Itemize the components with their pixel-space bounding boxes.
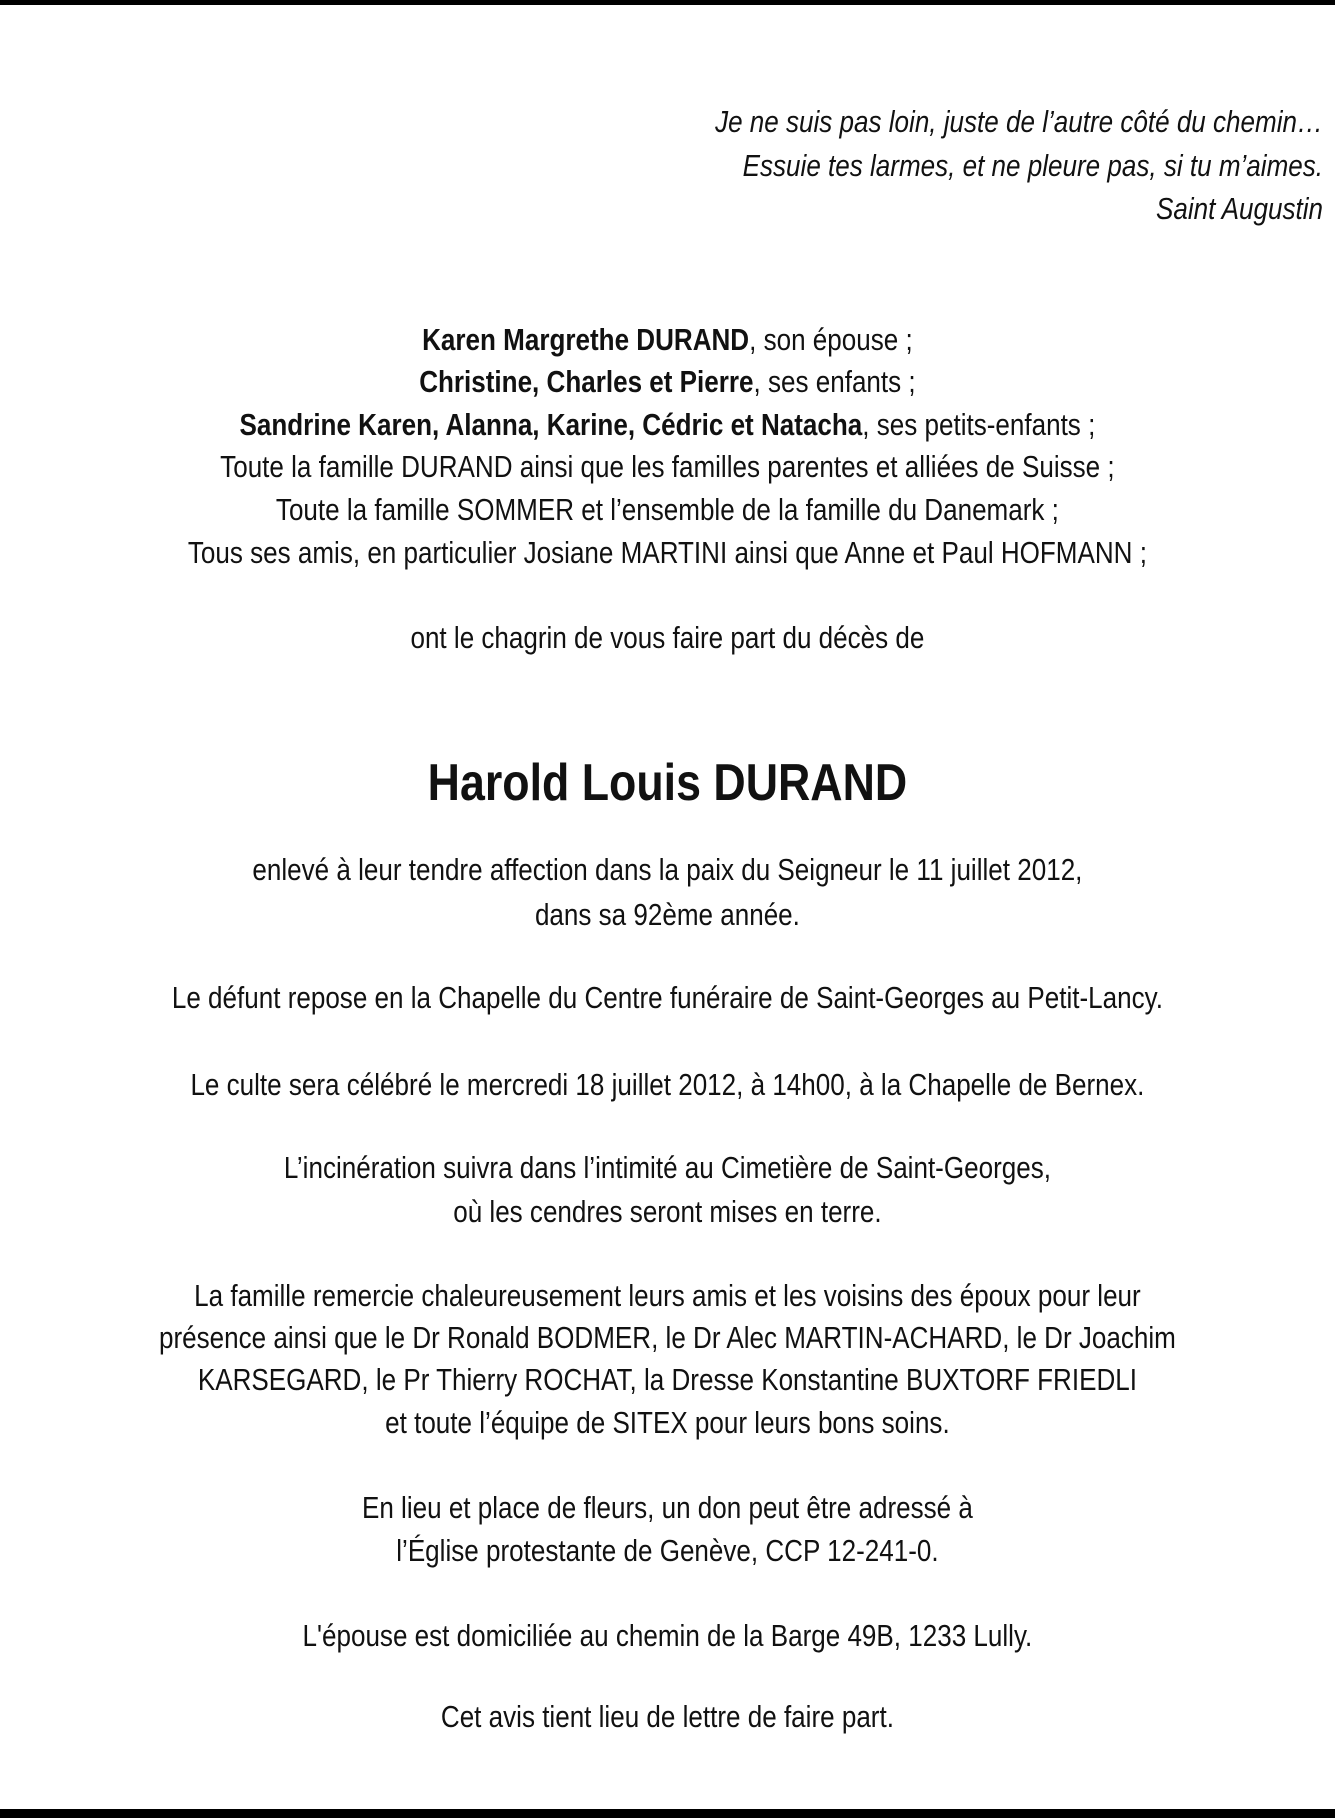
family-name: Christine, Charles et Pierre — [419, 364, 754, 399]
quote-line: Essuie tes larmes, et ne pleure pas, si tu m’aimes. — [742, 148, 1323, 183]
family-line: Toute la famille SOMMER et l’ensemble de la famille du Danemark ; — [275, 492, 1059, 527]
address: L'épouse est domiciliée au chemin de la Barge 49B, 1233 Lully. — [302, 1618, 1033, 1653]
quote-line: Je ne suis pas loin, juste de l’autre côté du chemin… — [715, 104, 1323, 139]
deceased-name: Harold Louis DURAND — [427, 754, 908, 812]
death-line: dans sa 92ème année. — [534, 897, 800, 932]
thanks-line: et toute l’équipe de SITEX pour leurs bons soins. — [385, 1405, 950, 1440]
cremation-line: où les cendres seront mises en terre. — [453, 1194, 882, 1229]
family-line: Tous ses amis, en particulier Josiane MARTINI ainsi que Anne et Paul HOFMANN ; — [187, 535, 1147, 570]
service-info: Le culte sera célébré le mercredi 18 juillet 2012, à 14h00, à la Chapelle de Bernex. — [190, 1067, 1145, 1102]
quote-author: Saint Augustin — [1156, 191, 1323, 226]
cremation-line: L’incinération suivra dans l’intimité au Cimetière de Saint-Georges, — [283, 1150, 1051, 1185]
family-relation: , ses petits-enfants ; — [862, 407, 1096, 442]
family-line — [107, 320, 1228, 360]
death-line: enlevé à leur tendre affection dans la paix du Seigneur le 11 juillet 2012, — [252, 852, 1083, 887]
donation-line: En lieu et place de fleurs, un don peut être adressé à — [361, 1490, 973, 1525]
family-relation: , son épouse ; — [749, 322, 913, 357]
thanks-line: KARSEGARD, le Pr Thierry ROCHAT, la Dresse Konstantine BUXTORF FRIEDLI — [197, 1362, 1137, 1397]
thanks-line: présence ainsi que le Dr Ronald BODMER, le Dr Alec MARTIN-ACHARD, le Dr Joachim — [158, 1320, 1176, 1355]
announcement: ont le chagrin de vous faire part du décès de — [410, 620, 925, 655]
donation-line: l’Église protestante de Genève, CCP 12-241-0. — [396, 1533, 939, 1568]
bottom-border — [0, 1809, 1335, 1818]
closing-note: Cet avis tient lieu de lettre de faire part. — [440, 1699, 894, 1734]
family-line: Toute la famille DURAND ainsi que les familles parentes et alliées de Suisse ; — [220, 449, 1115, 484]
family-line — [107, 405, 1228, 445]
rest-place: Le défunt repose en la Chapelle du Centre funéraire de Saint-Georges au Petit-Lancy. — [171, 980, 1163, 1015]
thanks-line: La famille remercie chaleureusement leurs amis et les voisins des époux pour leur — [194, 1278, 1141, 1313]
family-line — [107, 362, 1228, 402]
top-border — [0, 0, 1335, 5]
family-name: Sandrine Karen, Alanna, Karine, Cédric et Natacha — [239, 407, 863, 442]
family-relation: , ses enfants ; — [753, 364, 916, 399]
family-name: Karen Margrethe DURAND — [422, 322, 750, 357]
